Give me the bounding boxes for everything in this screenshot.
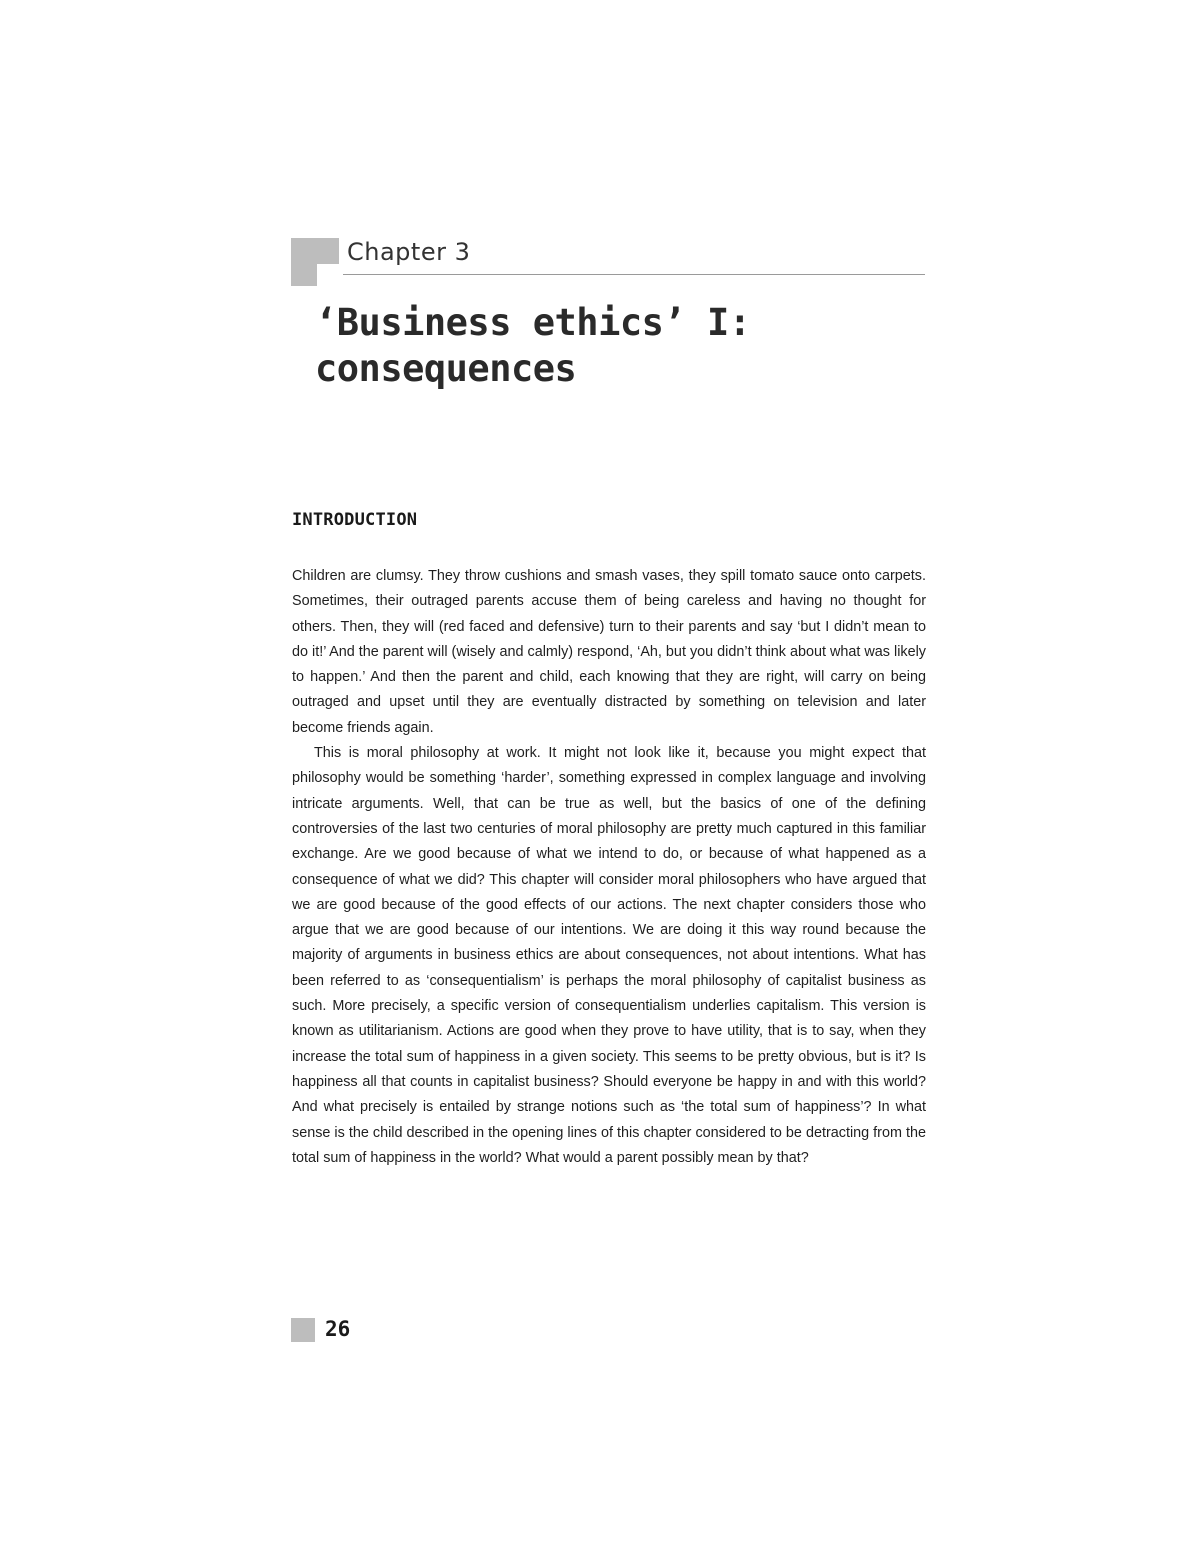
chapter-header [291, 238, 925, 288]
chapter-label: Chapter 3 [347, 238, 471, 266]
chapter-title-line-1: ‘Business ethics’ I: [315, 301, 751, 344]
folio-mark [291, 1318, 315, 1342]
chapter-rule [343, 274, 925, 275]
paragraph-2: This is moral philosophy at work. It might not look like it, because you might expect that philosophy would be something ‘harder’, something expressed in complex language and involving intricate arguments. Well, that can be true as well, but the basics of one of the defining controversies of the last two centuries of moral philosophy are pretty much captured in this familiar exchange. Are we good because of what we intend to do, or because of what happened as a consequence of what we did? This chapter will consider moral philosophers who have argued that we are good because of the good effects of our actions. The next chapter considers those who argue that we are good because of our intentions. We are doing it this way round because the majority of arguments in business ethics are about consequences, not about intentions. What has been referred to as ‘consequentialism’ is perhaps the moral philosophy of capitalist business as such. More precisely, a specific version of consequentialism underlies capitalism. This version is known as utilitarianism. Actions are good when they prove to have utility, that is to say, when they increase the total sum of happiness in a given society. This seems to be pretty obvious, but is it? Is happiness all that counts in capitalist business? Should everyone be happy in and with this world? And what precisely is entailed by strange notions such as ‘the total sum of happiness’? In what sense is the child described in the opening lines of this chapter considered to be detracting from the total sum of happiness in the world? What would a parent possibly mean by that? [292, 745, 926, 1166]
section-heading: INTRODUCTION [292, 510, 418, 530]
chapter-corner-mark-cutout [317, 264, 341, 288]
chapter-title [315, 300, 875, 392]
body-text [292, 564, 926, 1171]
page-number: 26 [325, 1317, 351, 1341]
paragraph-1: Children are clumsy. They throw cushions and smash vases, they spill tomato sauce onto carpets. Sometimes, their outraged parents accuse them of being careless and having no thought for others. Then, they will (red faced and defensive) turn to their parents and say ‘but I didn’t mean to do it!’ And the parent will (wisely and calmly) respond, ‘Ah, but you didn’t think about what was likely to happen.’ And then the parent and child, each knowing that they are right, will carry on being outraged and upset until they are eventually distracted by something on television and later become friends again. [292, 568, 926, 736]
chapter-title-line-2: consequences [315, 347, 577, 390]
